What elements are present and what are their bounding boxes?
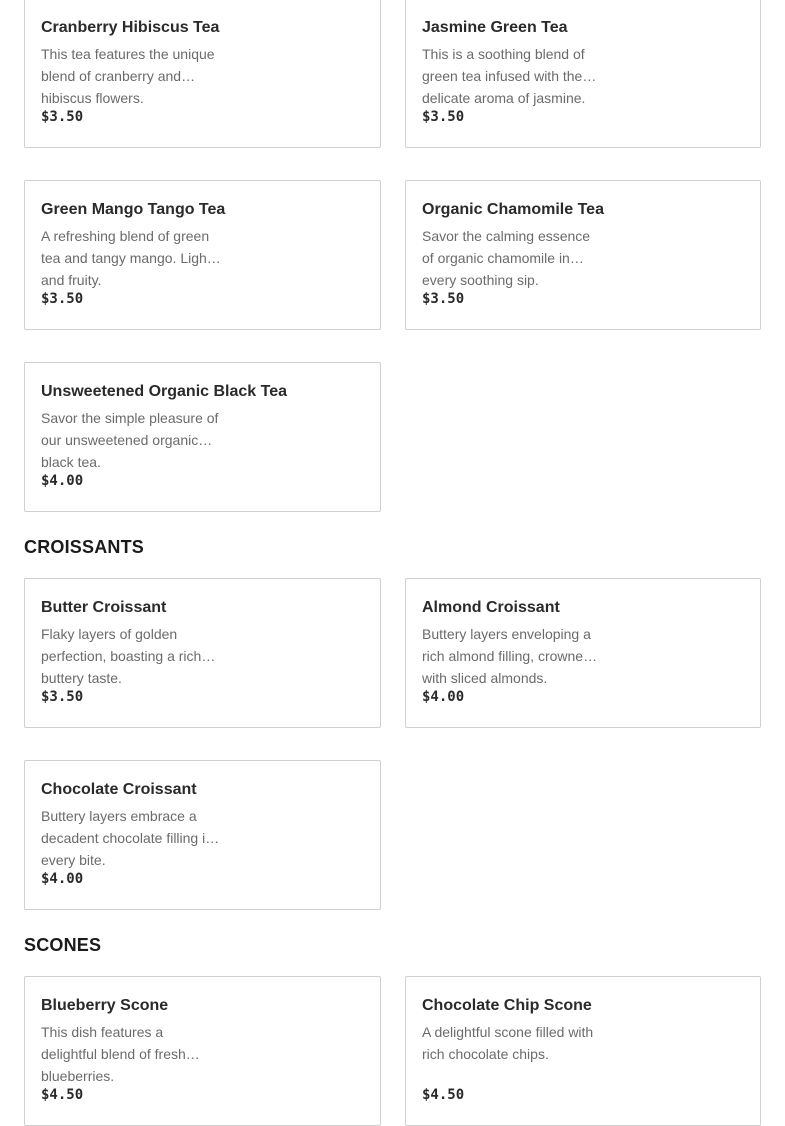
menu-item-description: Buttery layers enveloping a rich almond filling, crowned with sliced almonds. (422, 626, 591, 686)
menu-item-description: This is a soothing blend of green tea infused with the delicate aroma of jasmine. (422, 46, 586, 106)
menu-item-description: Flaky layers of golden perfection, boasting a rich buttery taste. (41, 626, 202, 686)
menu-item-name: Blueberry Scone (41, 997, 169, 1014)
menu-item-price: $4.00 (41, 473, 84, 489)
menu-item-price: $3.50 (41, 109, 84, 125)
menu-section-croissants (24, 578, 761, 910)
menu-item-name: Jasmine Green Tea (422, 19, 568, 36)
menu-item-card[interactable] (24, 0, 381, 148)
menu-item-name: Butter Croissant (41, 599, 167, 616)
menu-item-description: This tea features the unique blend of cranberry and hibiscus flowers. (41, 46, 215, 106)
menu-item-name: Almond Croissant (422, 599, 560, 616)
menu-item-description: Buttery layers embrace a decadent chocolate filling in every bite. (41, 808, 214, 868)
menu-item-price: $3.50 (41, 689, 84, 705)
menu-section-tea (24, 0, 761, 512)
menu-item-card[interactable] (405, 180, 761, 330)
menu-item-card[interactable] (24, 760, 381, 910)
menu-item-price: $4.00 (41, 871, 84, 887)
menu-item-description: Savor the calming essence of organic chamomile in every soothing sip. (422, 228, 591, 288)
menu-item-price: $4.00 (422, 689, 465, 705)
menu-item-price: $3.50 (422, 291, 465, 307)
menu-item-card[interactable] (405, 578, 761, 728)
menu-item-card[interactable] (24, 976, 381, 1126)
menu-item-card[interactable] (24, 180, 381, 330)
menu-item-card[interactable] (24, 578, 381, 728)
section-heading-scones: SCONES (24, 935, 102, 955)
menu-item-description: This dish features a delightful blend of fresh blueberries. (41, 1024, 186, 1084)
menu-item-description: A refreshing blend of green tea and tangy mango. Light and fruity. (41, 228, 211, 288)
menu-item-name: Unsweetened Organic Black Tea (41, 383, 288, 400)
menu-item-price: $3.50 (41, 291, 84, 307)
menu-item-card[interactable] (24, 362, 381, 512)
menu-item-card[interactable] (405, 976, 761, 1126)
menu-item-name: Cranberry Hibiscus Tea (41, 19, 220, 36)
menu-item-name: Chocolate Croissant (41, 781, 197, 798)
menu-item-description: Savor the simple pleasure of our unsweetened organic black tea. (41, 410, 219, 470)
menu-item-description: A delightful scone filled with rich chocolate chips. (422, 1024, 594, 1062)
menu-section-scones (24, 976, 761, 1126)
menu-item-price: $3.50 (422, 109, 465, 125)
menu-item-name: Green Mango Tango Tea (41, 201, 226, 218)
section-heading-croissants: CROISSANTS (24, 537, 145, 557)
menu-item-price: $4.50 (422, 1087, 465, 1103)
menu-item-name: Chocolate Chip Scone (422, 997, 592, 1014)
menu-item-price: $4.50 (41, 1087, 84, 1103)
menu-item-card[interactable] (405, 0, 761, 148)
menu-item-name: Organic Chamomile Tea (422, 201, 604, 218)
